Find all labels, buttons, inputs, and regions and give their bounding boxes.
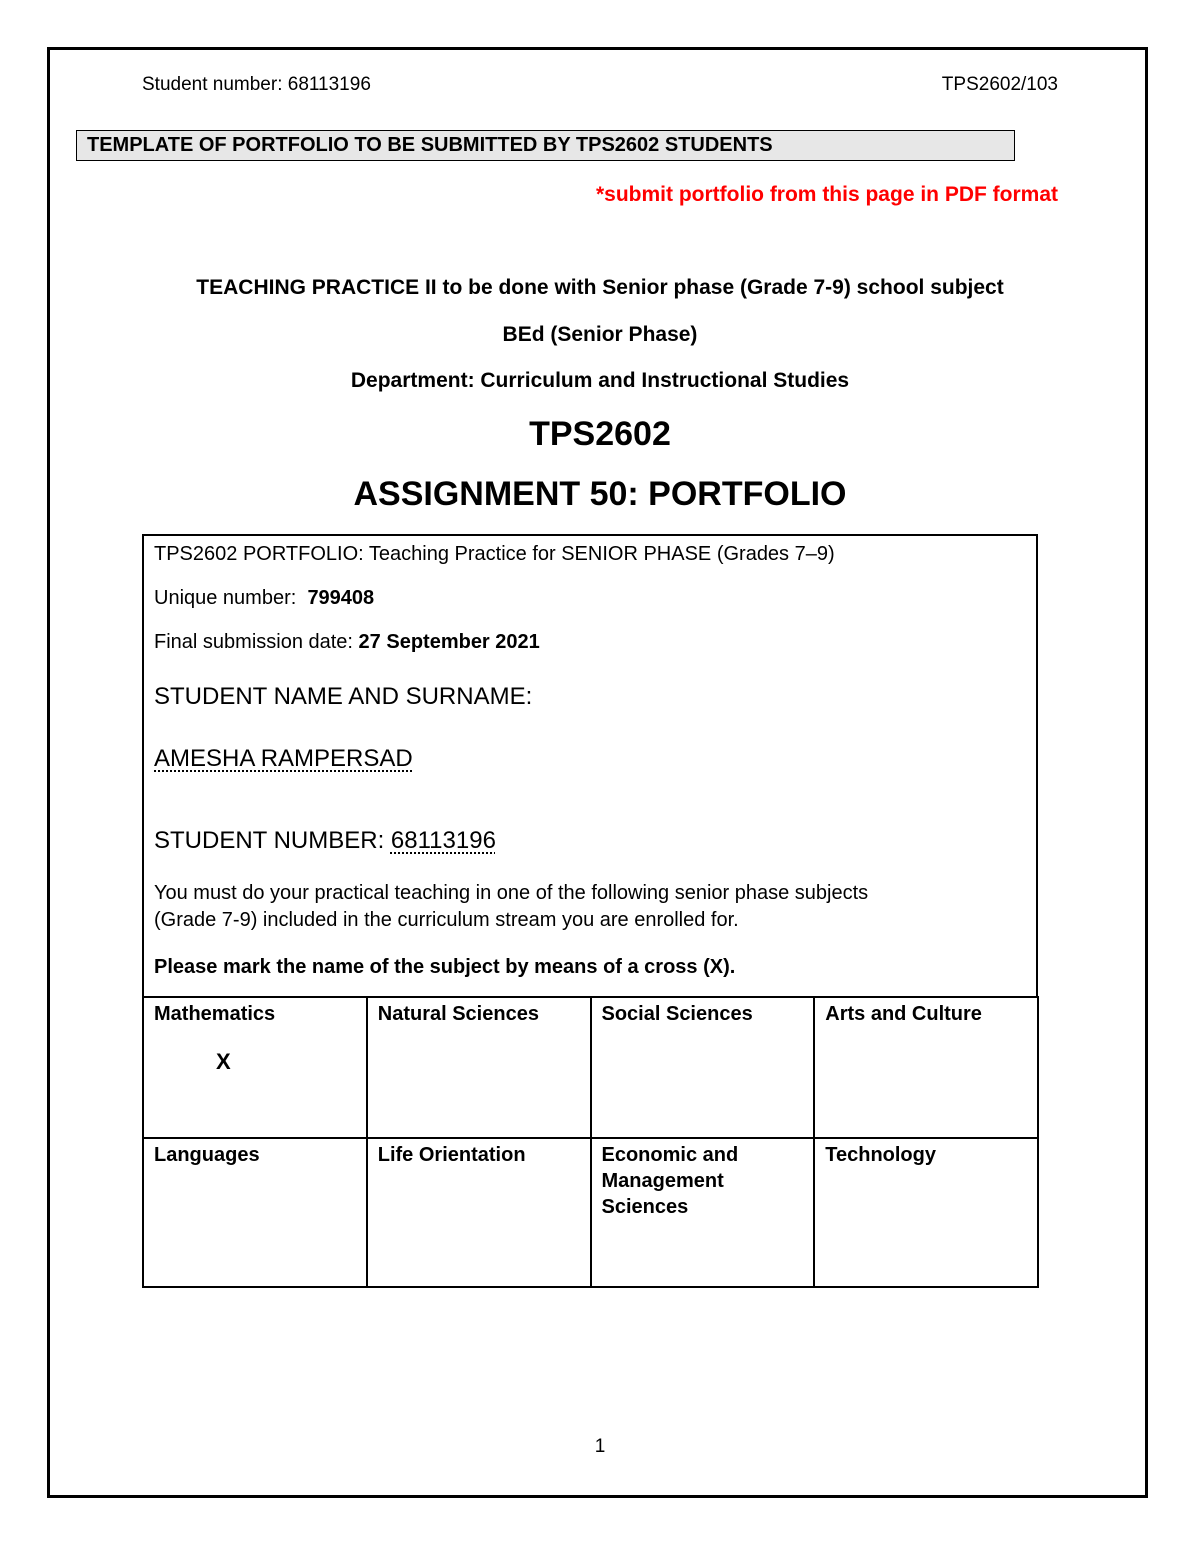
subject-label: Mathematics — [154, 1003, 276, 1025]
subject-cell-natural-sciences[interactable] — [367, 997, 591, 1138]
student-number-row — [154, 826, 496, 856]
subject-label: Economic and Management Sciences — [601, 1144, 739, 1218]
teaching-practice-line: TEACHING PRACTICE II to be done with Senior phase (Grade 7-9) school subject — [196, 276, 1004, 299]
portfolio-title: TPS2602 PORTFOLIO: Teaching Practice for SENIOR PHASE (Grades 7–9) — [154, 543, 835, 565]
unique-number-label: Unique number: — [154, 587, 297, 609]
module-title: TPS2602 — [529, 415, 671, 453]
header-module-code: TPS2602/103 — [941, 74, 1058, 95]
unique-number-value: 799408 — [307, 587, 375, 609]
department-line: Department: Curriculum and Instructional Studies — [350, 369, 850, 392]
subject-label: Languages — [154, 1144, 260, 1166]
subject-cell-economic-management-sciences[interactable] — [591, 1138, 815, 1287]
student-number-label: STUDENT NUMBER: — [154, 827, 385, 854]
subject-cell-social-sciences[interactable] — [591, 997, 815, 1138]
page-number: 1 — [594, 1436, 606, 1457]
pdf-submission-notice: *submit portfolio from this page in PDF format — [596, 183, 1058, 206]
subject-label: Social Sciences — [601, 1003, 753, 1025]
subject-label: Life Orientation — [377, 1144, 526, 1166]
selected-cross-mark: X — [216, 1049, 231, 1074]
instruction-line-1: You must do your practical teaching in one of the following senior phase subjects — [154, 882, 869, 904]
portfolio-info-box — [142, 534, 1038, 998]
subject-label: Natural Sciences — [377, 1003, 539, 1025]
subject-table — [142, 996, 1039, 1288]
submission-date-label: Final submission date: — [154, 631, 353, 653]
subject-label: Technology — [825, 1144, 936, 1166]
subject-cell-life-orientation[interactable] — [367, 1138, 591, 1287]
subject-cell-mathematics[interactable] — [143, 997, 367, 1138]
unique-number-row — [154, 586, 374, 610]
subject-row — [143, 997, 1038, 1138]
degree-line: BEd (Senior Phase) — [502, 323, 698, 346]
subject-row — [143, 1138, 1038, 1287]
subject-cell-languages[interactable] — [143, 1138, 367, 1287]
student-name-value: AMESHA RAMPERSAD — [154, 745, 413, 772]
assignment-title: ASSIGNMENT 50: PORTFOLIO — [353, 475, 847, 513]
instruction-line-2: (Grade 7-9) included in the curriculum stream you are enrolled for. — [154, 909, 739, 931]
student-name-label: STUDENT NAME AND SURNAME: — [154, 683, 533, 710]
header-student-number: Student number: 68113196 — [142, 74, 371, 95]
student-number-value: 68113196 — [390, 827, 496, 854]
subject-label: Arts and Culture — [825, 1003, 982, 1025]
submission-date-row — [154, 630, 540, 654]
subject-cell-technology[interactable] — [814, 1138, 1038, 1287]
subject-cell-arts-and-culture[interactable] — [814, 997, 1038, 1138]
template-banner: TEMPLATE OF PORTFOLIO TO BE SUBMITTED BY TPS2602 STUDENTS — [76, 130, 1015, 161]
submission-date-value: 27 September 2021 — [358, 631, 540, 653]
mark-instruction: Please mark the name of the subject by means of a cross (X). — [154, 956, 736, 978]
